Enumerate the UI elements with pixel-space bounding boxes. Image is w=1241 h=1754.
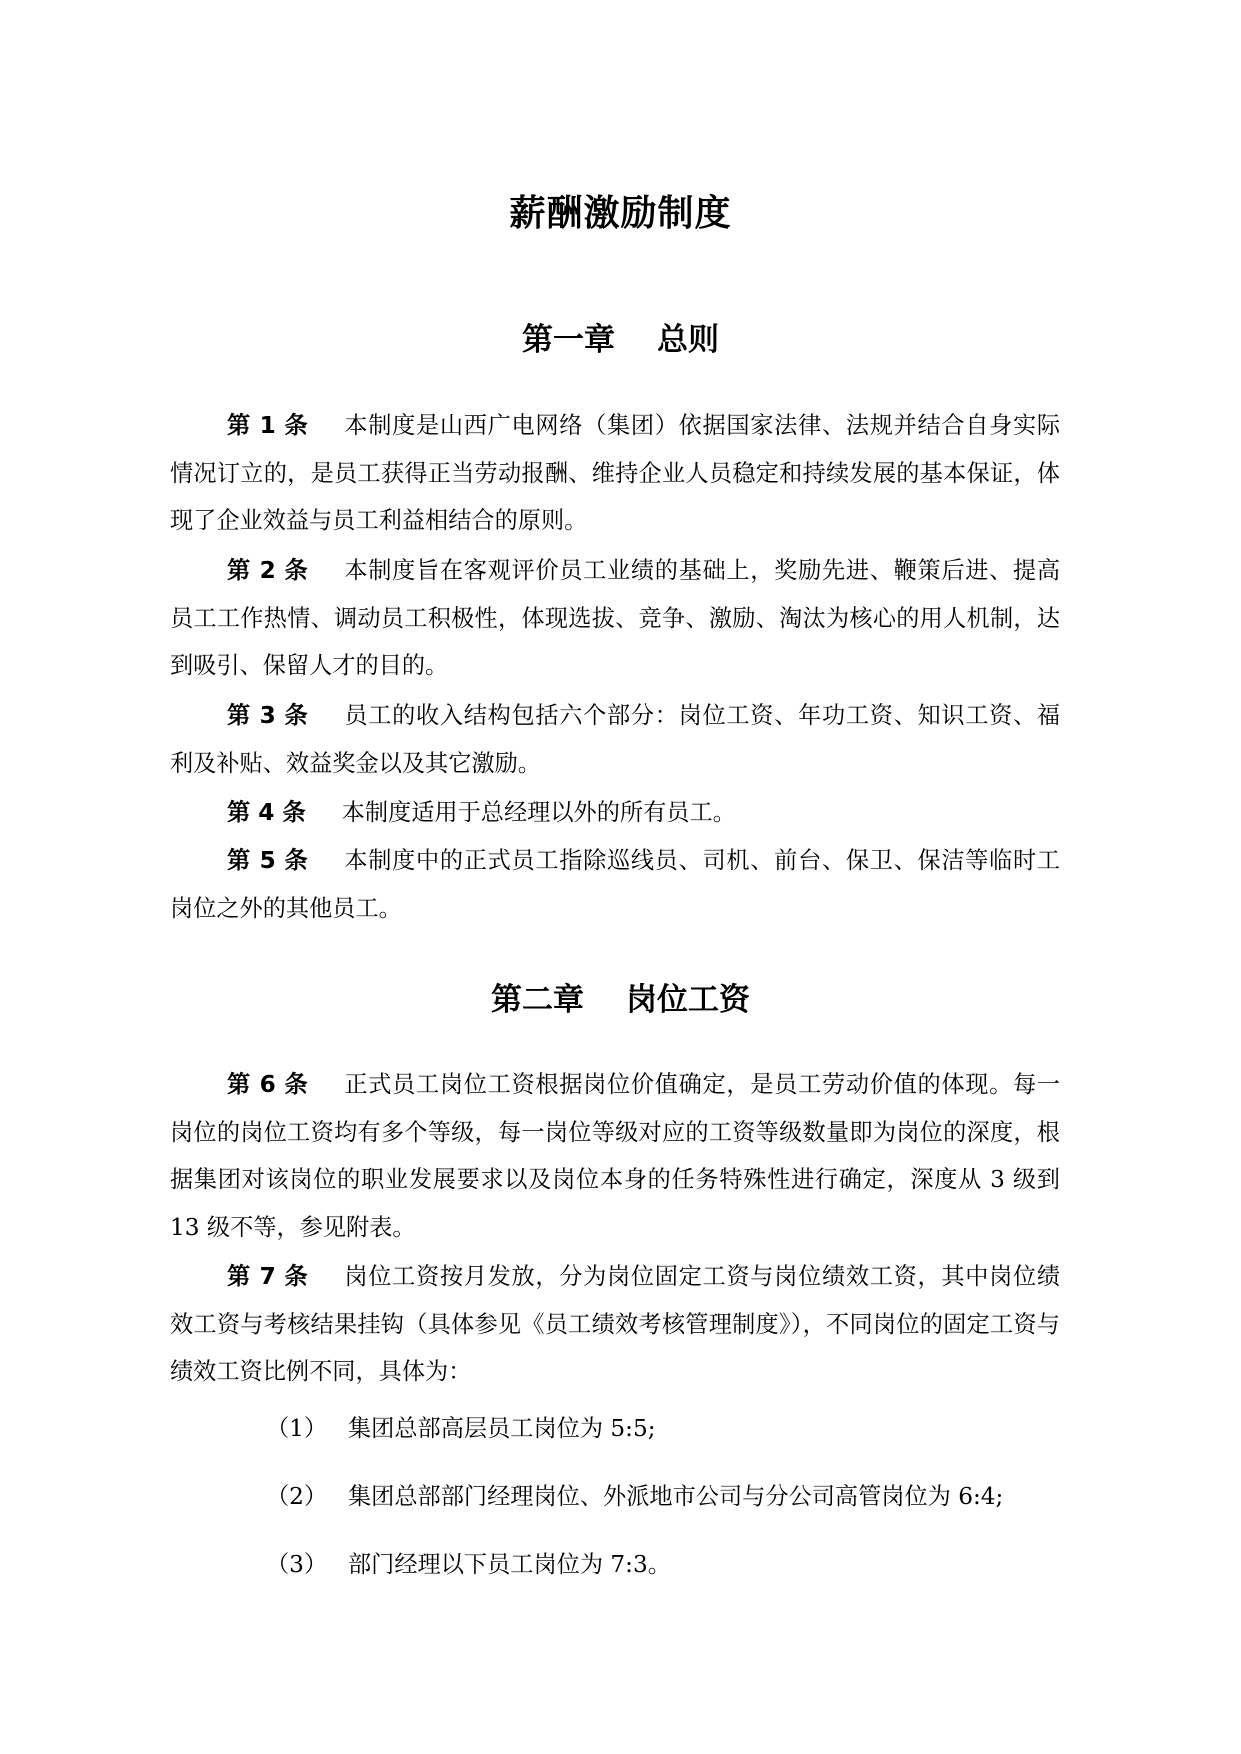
ratio-list-item	[266, 1473, 1003, 1521]
ratio-list-item	[266, 1541, 671, 1589]
list-number: （3）	[266, 1551, 328, 1578]
article-text: 岗位工资按月发放，分为岗位固定工资与岗位绩效工资，其中岗位绩效工资与考核结果挂钩（具体参见《员工绩效考核管理制度》），不同岗位的固定工资与绩效工资比例不同，具体为：	[170, 1263, 1061, 1385]
list-text: 部门经理以下员工岗位为 7:3。	[348, 1551, 671, 1578]
article-text: 本制度中的正式员工指除巡线员、司机、前台、保卫、保洁等临时工岗位之外的其他员工。	[170, 847, 1061, 922]
ratio-list-item	[266, 1405, 656, 1453]
article-number: 第 3 条	[227, 702, 309, 729]
article-5	[170, 837, 1060, 932]
article-number: 第 6 条	[227, 1071, 309, 1098]
article-text: 正式员工岗位工资根据岗位价值确定，是员工劳动价值的体现。每一岗位的岗位工资均有多个等级，每一岗位等级对应的工资等级数量即为岗位的深度，根据集团对该岗位的职业发展要求以及岗位本身的任务特殊性进行确定，深度从 3 级到 13 级不等，参见附表。	[170, 1071, 1061, 1241]
article-text: 员工的收入结构包括六个部分：岗位工资、年功工资、知识工资、福利及补贴、效益奖金以及其它激励。	[170, 702, 1061, 777]
chapter-number: 第一章	[522, 322, 615, 358]
article-text: 本制度是山西广电网络（集团）依据国家法律、法规并结合自身实际情况订立的，是员工获得正当劳动报酬、维持企业人员稳定和持续发展的基本保证，体现了企业效益与员工利益相结合的原则。	[170, 412, 1061, 534]
article-number: 第 4 条	[227, 799, 306, 826]
article-3	[170, 692, 1060, 787]
article-number: 第 5 条	[227, 847, 309, 874]
article-text: 本制度适用于总经理以外的所有员工。	[341, 799, 736, 826]
article-number: 第 7 条	[227, 1263, 309, 1290]
document-title: 薪酬激励制度	[509, 193, 732, 234]
list-number: （1）	[266, 1415, 328, 1442]
chapter-number: 第二章	[491, 982, 584, 1018]
list-text: 集团总部部门经理岗位、外派地市公司与分公司高管岗位为 6:4;	[348, 1483, 1004, 1510]
article-6	[170, 1061, 1060, 1251]
chapter-name: 岗位工资	[626, 982, 750, 1018]
chapter-heading-general	[0, 318, 1241, 362]
article-2	[170, 547, 1060, 690]
chapter-heading-position-salary	[0, 978, 1241, 1022]
article-number: 第 2 条	[227, 557, 309, 584]
list-text: 集团总部高层员工岗位为 5:5;	[348, 1415, 656, 1442]
article-7	[170, 1253, 1060, 1396]
chapter-name: 总则	[657, 322, 719, 358]
article-1	[170, 402, 1060, 545]
article-4	[170, 789, 1060, 837]
article-text: 本制度旨在客观评价员工业绩的基础上，奖励先进、鞭策后进、提高员工工作热情、调动员工积极性，体现选拔、竞争、激励、淘汰为核心的用人机制，达到吸引、保留人才的目的。	[170, 557, 1061, 679]
list-number: （2）	[266, 1483, 328, 1510]
article-number: 第 1 条	[227, 412, 309, 439]
